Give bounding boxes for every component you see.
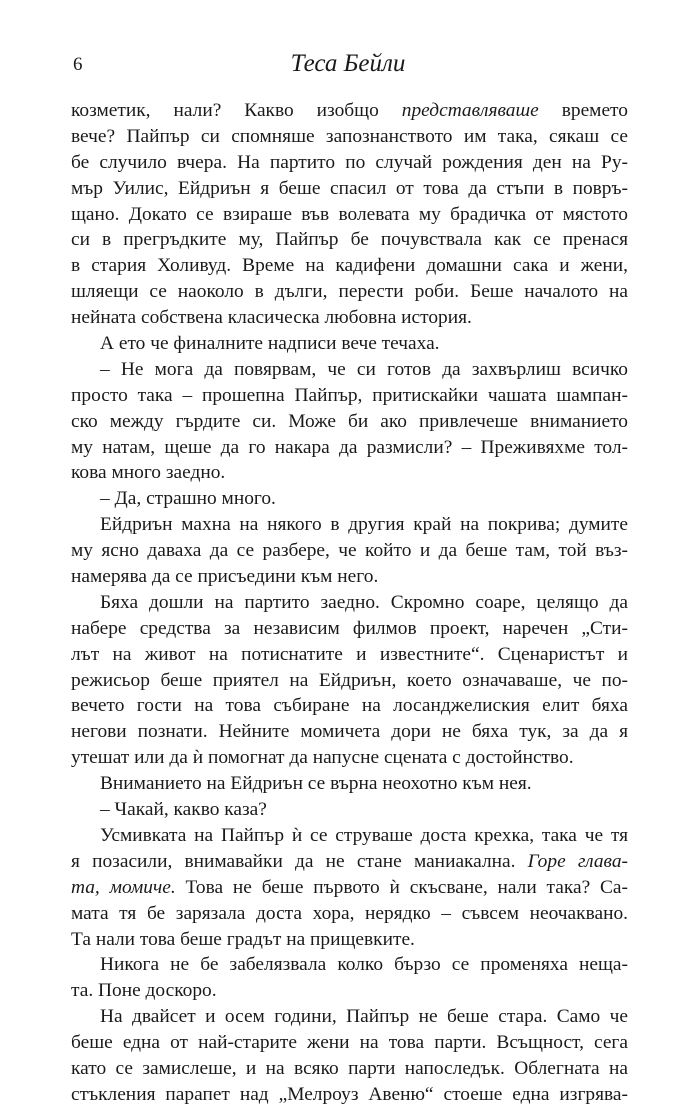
text-line: утешат или да ѝ помогнат да напусне сцената с достойнство. [71, 747, 574, 769]
italic-emphasis: та, момиче. [71, 876, 176, 898]
text-line: като се замислеше, и на всяко парти напоследък. Облегната на [71, 1057, 628, 1079]
text-line: ско между гърдите си. Може би ако привлечеше вниманието [71, 410, 628, 432]
page-header [68, 50, 628, 80]
running-title: Теса Бейли [290, 50, 406, 77]
text-line: Бяха дошли на партито заедно. Скромно соаре, целящо да [100, 591, 628, 613]
text-line: лът на живот на потиснатите и известните“. Сценаристът и [71, 643, 628, 665]
text-line: Усмивката на Пайпър ѝ се струваше доста крехка, така че тя [100, 824, 628, 846]
text-line: просто така – прошепна Пайпър, притискайки чашата шампан- [71, 384, 628, 406]
text-line: кова много заедно. [71, 462, 226, 484]
text-line: На двайсет и осем години, Пайпър не беше стара. Само че [100, 1006, 628, 1028]
text-line: нейната собствена класическа любовна история. [71, 307, 472, 329]
text-line: я позасили, внимавайки да не стане маниакална. Горе глава- [71, 850, 628, 872]
text-line: Та нали това беше градът на прищевките. [71, 928, 415, 950]
text-line: та. Поне доскоро. [71, 980, 217, 1002]
text-line: шляещи се наоколо в дълги, перести роби. Беше началото на [71, 281, 628, 303]
italic-emphasis: представляваше [401, 100, 539, 121]
page-number: 6 [73, 54, 83, 75]
text-line: щано. Докато се взираше във волевата му брадичка от мястото [71, 203, 628, 225]
text-line: си в прегръдките му, Пайпър бе почувствала как се пренася [71, 229, 628, 251]
text-line: вечето гости на това събиране на лосанджелиския елит бяха [71, 695, 628, 717]
text-line: в стария Холивуд. Време на кадифени домашни сака и жени, [71, 255, 628, 277]
text-line: мър Уилис, Ейдриън я беше спасил от това да стъпи в повръ- [71, 177, 628, 199]
text-line: – Чакай, какво каза? [100, 799, 267, 821]
text-line: та, момиче. Това не беше първото ѝ скъсване, нали така? Са- [71, 876, 628, 898]
text-line: му ясно даваха да се разбере, че който и да беше там, той въз- [71, 540, 628, 562]
text-line: набере средства за независим филмов проект, наречен „Сти- [71, 617, 628, 639]
text-line: А ето че финалните надписи вече течаха. [100, 333, 440, 355]
italic-emphasis: Горе глава- [527, 850, 628, 872]
text-line: стъкления парапет над „Мелроуз Авеню“ стоеше една изгрява- [71, 1083, 628, 1105]
text-line: беше една от най-старите жени на това парти. Всъщност, сега [71, 1032, 628, 1054]
text-line: Вниманието на Ейдриън се върна неохотно към нея. [100, 773, 532, 795]
body-text [71, 98, 628, 1108]
text-line: Никога не бе забелязвала колко бързо се променяха неща- [100, 954, 628, 976]
text-line: Ейдриън махна на някого в другия край на покрива; думите [100, 514, 628, 536]
text-line: – Не мога да повярвам, че си готов да захвърлиш всичко [100, 358, 628, 380]
text-line: вече? Пайпър си спомняше запознанството им така, сякаш се [71, 125, 628, 147]
text-line: негови познати. Нейните момичета дори не бяха тук, за да я [71, 721, 628, 743]
text-line: козметик, нали? Какво изобщо представляваше времето [71, 100, 628, 121]
text-line: – Да, страшно много. [100, 488, 276, 510]
text-line: режисьор беше приятел на Ейдриън, което означаваше, че по- [71, 669, 628, 691]
text-line: бе случило вчера. На партито по случай рождения ден на Ру- [71, 151, 628, 173]
text-line: му натам, щеше да го накара да размисли? – Преживяхме тол- [71, 436, 628, 458]
text-line: намерява да се присъедини към него. [71, 566, 379, 588]
text-line: мата тя бе зарязала доста хора, нерядко – съвсем неочаквано. [71, 902, 628, 924]
